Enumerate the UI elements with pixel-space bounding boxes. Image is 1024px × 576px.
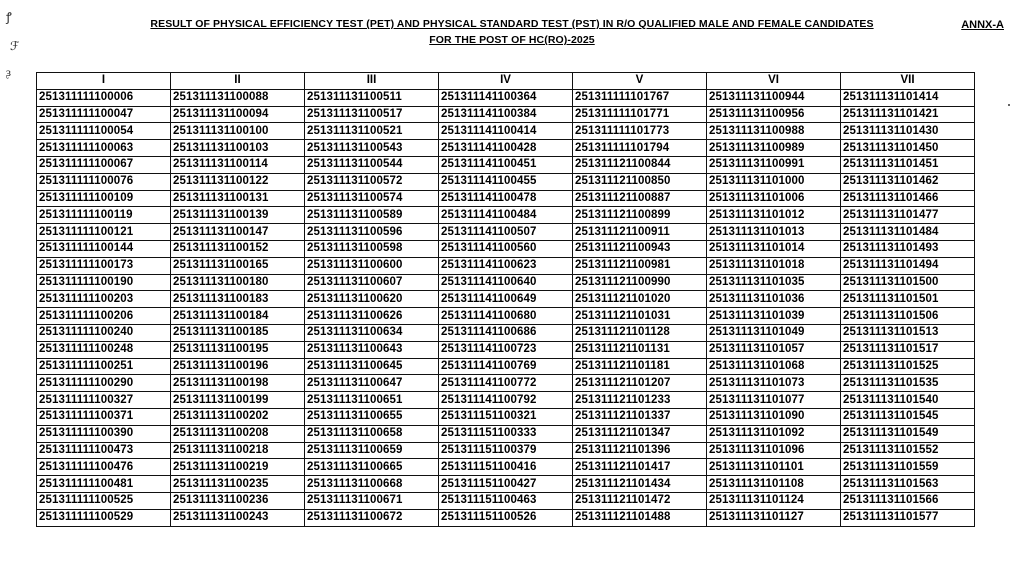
roll-number-cell: 251311131100131 [171,190,305,207]
column-header: III [305,73,439,90]
annex-label: ANNX-A [961,19,1004,31]
roll-number-cell: 251311131100195 [171,341,305,358]
roll-number-cell: 251311151100333 [439,425,573,442]
roll-number-cell: 251311131100672 [305,509,439,526]
roll-number-cell: 251311141100769 [439,358,573,375]
roll-number-cell: 251311131101506 [841,308,975,325]
roll-number-cell: 251311131100596 [305,224,439,241]
roll-number-cell: 251311141100484 [439,207,573,224]
roll-number-cell: 251311121101347 [573,425,707,442]
roll-number-cell: 251311151100379 [439,442,573,459]
roll-number-cell: 251311111100109 [37,190,171,207]
table-row [37,358,975,375]
roll-number-cell: 251311131101057 [707,341,841,358]
table-row [37,89,975,106]
roll-number-cell: 251311131101049 [707,324,841,341]
roll-number-cell: 251311131100989 [707,140,841,157]
roll-number-cell: 251311131101006 [707,190,841,207]
roll-number-cell: 251311131100647 [305,375,439,392]
table-row [37,291,975,308]
roll-number-cell: 251311131101493 [841,240,975,257]
roll-number-cell: 251311131101500 [841,274,975,291]
roll-number-cell: 251311131100543 [305,140,439,157]
results-table [36,72,975,527]
table-row [37,308,975,325]
roll-number-cell: 251311131101535 [841,375,975,392]
roll-number-cell: 251311131100198 [171,375,305,392]
document-title [0,16,1024,48]
roll-number-cell: 251311131101000 [707,173,841,190]
roll-number-cell: 251311111100119 [37,207,171,224]
roll-number-cell: 251311131100665 [305,459,439,476]
table-row [37,224,975,241]
roll-number-cell: 251311121101417 [573,459,707,476]
roll-number-cell: 251311141100680 [439,308,573,325]
roll-number-cell: 251311121100981 [573,257,707,274]
roll-number-cell: 251311131100185 [171,324,305,341]
roll-number-cell: 251311121101128 [573,324,707,341]
table-row [37,274,975,291]
roll-number-cell: 251311121100911 [573,224,707,241]
table-row [37,257,975,274]
roll-number-cell: 251311111100063 [37,140,171,157]
speck [1008,104,1010,106]
roll-number-cell: 251311131100988 [707,123,841,140]
roll-number-cell: 251311131101451 [841,156,975,173]
roll-number-cell: 251311141100623 [439,257,573,274]
roll-number-cell: 251311131101552 [841,442,975,459]
roll-number-cell: 251311131100147 [171,224,305,241]
column-header: V [573,73,707,90]
roll-number-cell: 251311131100655 [305,408,439,425]
table-row [37,392,975,409]
roll-number-cell: 251311111100248 [37,341,171,358]
roll-number-cell: 251311131100088 [171,89,305,106]
roll-number-cell: 251311141100414 [439,123,573,140]
roll-number-cell: 251311131101540 [841,392,975,409]
column-header: IV [439,73,573,90]
table-row [37,425,975,442]
roll-number-cell: 251311131101073 [707,375,841,392]
roll-number-cell: 251311141100478 [439,190,573,207]
roll-number-cell: 251311131100944 [707,89,841,106]
roll-number-cell: 251311111100206 [37,308,171,325]
roll-number-cell: 251311131100574 [305,190,439,207]
roll-number-cell: 251311131101549 [841,425,975,442]
roll-number-cell: 251311131100094 [171,106,305,123]
roll-number-cell: 251311131100671 [305,492,439,509]
roll-number-cell: 251311121100850 [573,173,707,190]
roll-number-cell: 251311111101767 [573,89,707,106]
roll-number-cell: 251311111100121 [37,224,171,241]
roll-number-cell: 251311111100203 [37,291,171,308]
roll-number-cell: 251311111100190 [37,274,171,291]
roll-number-cell: 251311131100651 [305,392,439,409]
margin-mark: ℱ [10,39,20,53]
roll-number-cell: 251311131100521 [305,123,439,140]
roll-number-cell: 251311131101090 [707,408,841,425]
table-row [37,459,975,476]
roll-number-cell: 251311131100991 [707,156,841,173]
roll-number-cell: 251311141100560 [439,240,573,257]
table-body [37,89,975,526]
roll-number-cell: 251311121101488 [573,509,707,526]
roll-number-cell: 251311141100772 [439,375,573,392]
table-header [37,73,975,90]
roll-number-cell: 251311131100165 [171,257,305,274]
roll-number-cell: 251311131100643 [305,341,439,358]
roll-number-cell: 251311121101031 [573,308,707,325]
roll-number-cell: 251311131100236 [171,492,305,509]
roll-number-cell: 251311131100202 [171,408,305,425]
roll-number-cell: 251311121101020 [573,291,707,308]
roll-number-cell: 251311111100481 [37,476,171,493]
roll-number-cell: 251311131100114 [171,156,305,173]
roll-number-cell: 251311131100589 [305,207,439,224]
roll-number-cell: 251311111100067 [37,156,171,173]
roll-number-cell: 251311111101771 [573,106,707,123]
roll-number-cell: 251311131100100 [171,123,305,140]
table-row [37,140,975,157]
roll-number-cell: 251311131100196 [171,358,305,375]
roll-number-cell: 251311131100517 [305,106,439,123]
roll-number-cell: 251311131101430 [841,123,975,140]
roll-number-cell: 251311131100139 [171,207,305,224]
table-row [37,492,975,509]
roll-number-cell: 251311131100658 [305,425,439,442]
roll-number-cell: 251311111100290 [37,375,171,392]
roll-number-cell: 251311111100473 [37,442,171,459]
roll-number-cell: 251311141100723 [439,341,573,358]
table-row [37,324,975,341]
roll-number-cell: 251311121101396 [573,442,707,459]
roll-number-cell: 251311151100463 [439,492,573,509]
roll-number-cell: 251311131100243 [171,509,305,526]
roll-number-cell: 251311131101068 [707,358,841,375]
roll-number-cell: 251311131100600 [305,257,439,274]
roll-number-cell: 251311111101773 [573,123,707,140]
table-row [37,341,975,358]
margin-mark: ꝭ [6,10,12,24]
table-row [37,173,975,190]
roll-number-cell: 251311131100218 [171,442,305,459]
roll-number-cell: 251311111100390 [37,425,171,442]
roll-number-cell: 251311131101013 [707,224,841,241]
table-row [37,442,975,459]
roll-number-cell: 251311111100173 [37,257,171,274]
roll-number-cell: 251311111100240 [37,324,171,341]
roll-number-cell: 251311151100321 [439,408,573,425]
roll-number-cell: 251311131101077 [707,392,841,409]
roll-number-cell: 251311131100199 [171,392,305,409]
roll-number-cell: 251311141100451 [439,156,573,173]
roll-number-cell: 251311131101484 [841,224,975,241]
roll-number-cell: 251311111100371 [37,408,171,425]
roll-number-cell: 251311131100598 [305,240,439,257]
roll-number-cell: 251311131101096 [707,442,841,459]
roll-number-cell: 251311131101566 [841,492,975,509]
roll-number-cell: 251311121100899 [573,207,707,224]
table-row [37,190,975,207]
roll-number-cell: 251311131101517 [841,341,975,358]
roll-number-cell: 251311121101472 [573,492,707,509]
roll-number-cell: 251311141100686 [439,324,573,341]
roll-number-cell: 251311111100006 [37,89,171,106]
roll-number-cell: 251311131101036 [707,291,841,308]
roll-number-cell: 251311131100103 [171,140,305,157]
roll-number-cell: 251311121100844 [573,156,707,173]
roll-number-cell: 251311121101181 [573,358,707,375]
roll-number-cell: 251311131101421 [841,106,975,123]
roll-number-cell: 251311121101131 [573,341,707,358]
roll-number-cell: 251311131100645 [305,358,439,375]
table-row [37,207,975,224]
roll-number-cell: 251311121101207 [573,375,707,392]
roll-number-cell: 251311141100640 [439,274,573,291]
roll-number-cell: 251311131100956 [707,106,841,123]
roll-number-cell: 251311131101501 [841,291,975,308]
table-row [37,375,975,392]
roll-number-cell: 251311131100607 [305,274,439,291]
roll-number-cell: 251311131100219 [171,459,305,476]
table-row [37,408,975,425]
roll-number-cell: 251311131100184 [171,308,305,325]
roll-number-cell: 251311131100659 [305,442,439,459]
roll-number-cell: 251311111100525 [37,492,171,509]
roll-number-cell: 251311131101014 [707,240,841,257]
roll-number-cell: 251311131101559 [841,459,975,476]
roll-number-cell: 251311131101563 [841,476,975,493]
roll-number-cell: 251311121100990 [573,274,707,291]
roll-number-cell: 251311141100792 [439,392,573,409]
table-row [37,106,975,123]
roll-number-cell: 251311131100122 [171,173,305,190]
roll-number-cell: 251311131101466 [841,190,975,207]
roll-number-cell: 251311131101494 [841,257,975,274]
column-header: I [37,73,171,90]
roll-number-cell: 251311121101434 [573,476,707,493]
roll-number-cell: 251311131100544 [305,156,439,173]
roll-number-cell: 251311141100364 [439,89,573,106]
roll-number-cell: 251311111101794 [573,140,707,157]
column-header: II [171,73,305,90]
roll-number-cell: 251311131100626 [305,308,439,325]
roll-number-cell: 251311121101337 [573,408,707,425]
table-row [37,156,975,173]
roll-number-cell: 251311131101108 [707,476,841,493]
roll-number-cell: 251311131100152 [171,240,305,257]
roll-number-cell: 251311131101545 [841,408,975,425]
roll-number-cell: 251311111100327 [37,392,171,409]
roll-number-cell: 251311121100887 [573,190,707,207]
roll-number-cell: 251311121101233 [573,392,707,409]
roll-number-cell: 251311131101525 [841,358,975,375]
roll-number-cell: 251311131101127 [707,509,841,526]
roll-number-cell: 251311111100144 [37,240,171,257]
roll-number-cell: 251311131101092 [707,425,841,442]
table-row [37,476,975,493]
table-row [37,509,975,526]
column-header: VI [707,73,841,90]
title-line-2: FOR THE POST OF HC(RO)-2025 [429,34,595,46]
roll-number-cell: 251311111100054 [37,123,171,140]
roll-number-cell: 251311111100076 [37,173,171,190]
roll-number-cell: 251311131100620 [305,291,439,308]
roll-number-cell: 251311131100572 [305,173,439,190]
roll-number-cell: 251311131101124 [707,492,841,509]
roll-number-cell: 251311151100427 [439,476,573,493]
roll-number-cell: 251311111100047 [37,106,171,123]
roll-number-cell: 251311131100511 [305,89,439,106]
roll-number-cell: 251311131100634 [305,324,439,341]
roll-number-cell: 251311131101414 [841,89,975,106]
roll-number-cell: 251311131101513 [841,324,975,341]
roll-number-cell: 251311141100428 [439,140,573,157]
roll-number-cell: 251311131100668 [305,476,439,493]
roll-number-cell: 251311141100384 [439,106,573,123]
roll-number-cell: 251311131101462 [841,173,975,190]
roll-number-cell: 251311131100183 [171,291,305,308]
roll-number-cell: 251311151100526 [439,509,573,526]
roll-number-cell: 251311111100251 [37,358,171,375]
roll-number-cell: 251311131101012 [707,207,841,224]
roll-number-cell: 251311131101101 [707,459,841,476]
table-row [37,240,975,257]
roll-number-cell: 251311131101018 [707,257,841,274]
roll-number-cell: 251311111100529 [37,509,171,526]
roll-number-cell: 251311131100208 [171,425,305,442]
roll-number-cell: 251311111100476 [37,459,171,476]
roll-number-cell: 251311131100235 [171,476,305,493]
title-line-1: RESULT OF PHYSICAL EFFICIENCY TEST (PET) AND PHYSICAL STANDARD TEST (PST) IN R/O QUALIFIED MALE AND FEMALE CANDIDATES [150,18,874,30]
roll-number-cell: 251311131101035 [707,274,841,291]
roll-number-cell: 251311131101450 [841,140,975,157]
roll-number-cell: 251311131100180 [171,274,305,291]
roll-number-cell: 251311141100507 [439,224,573,241]
column-header: VII [841,73,975,90]
roll-number-cell: 251311131101477 [841,207,975,224]
roll-number-cell: 251311141100455 [439,173,573,190]
table-row [37,123,975,140]
margin-mark: ᶔ [6,65,12,79]
roll-number-cell: 251311131101577 [841,509,975,526]
roll-number-cell: 251311151100416 [439,459,573,476]
roll-number-cell: 251311141100649 [439,291,573,308]
roll-number-cell: 251311131101039 [707,308,841,325]
header-row [37,73,975,90]
roll-number-cell: 251311121100943 [573,240,707,257]
